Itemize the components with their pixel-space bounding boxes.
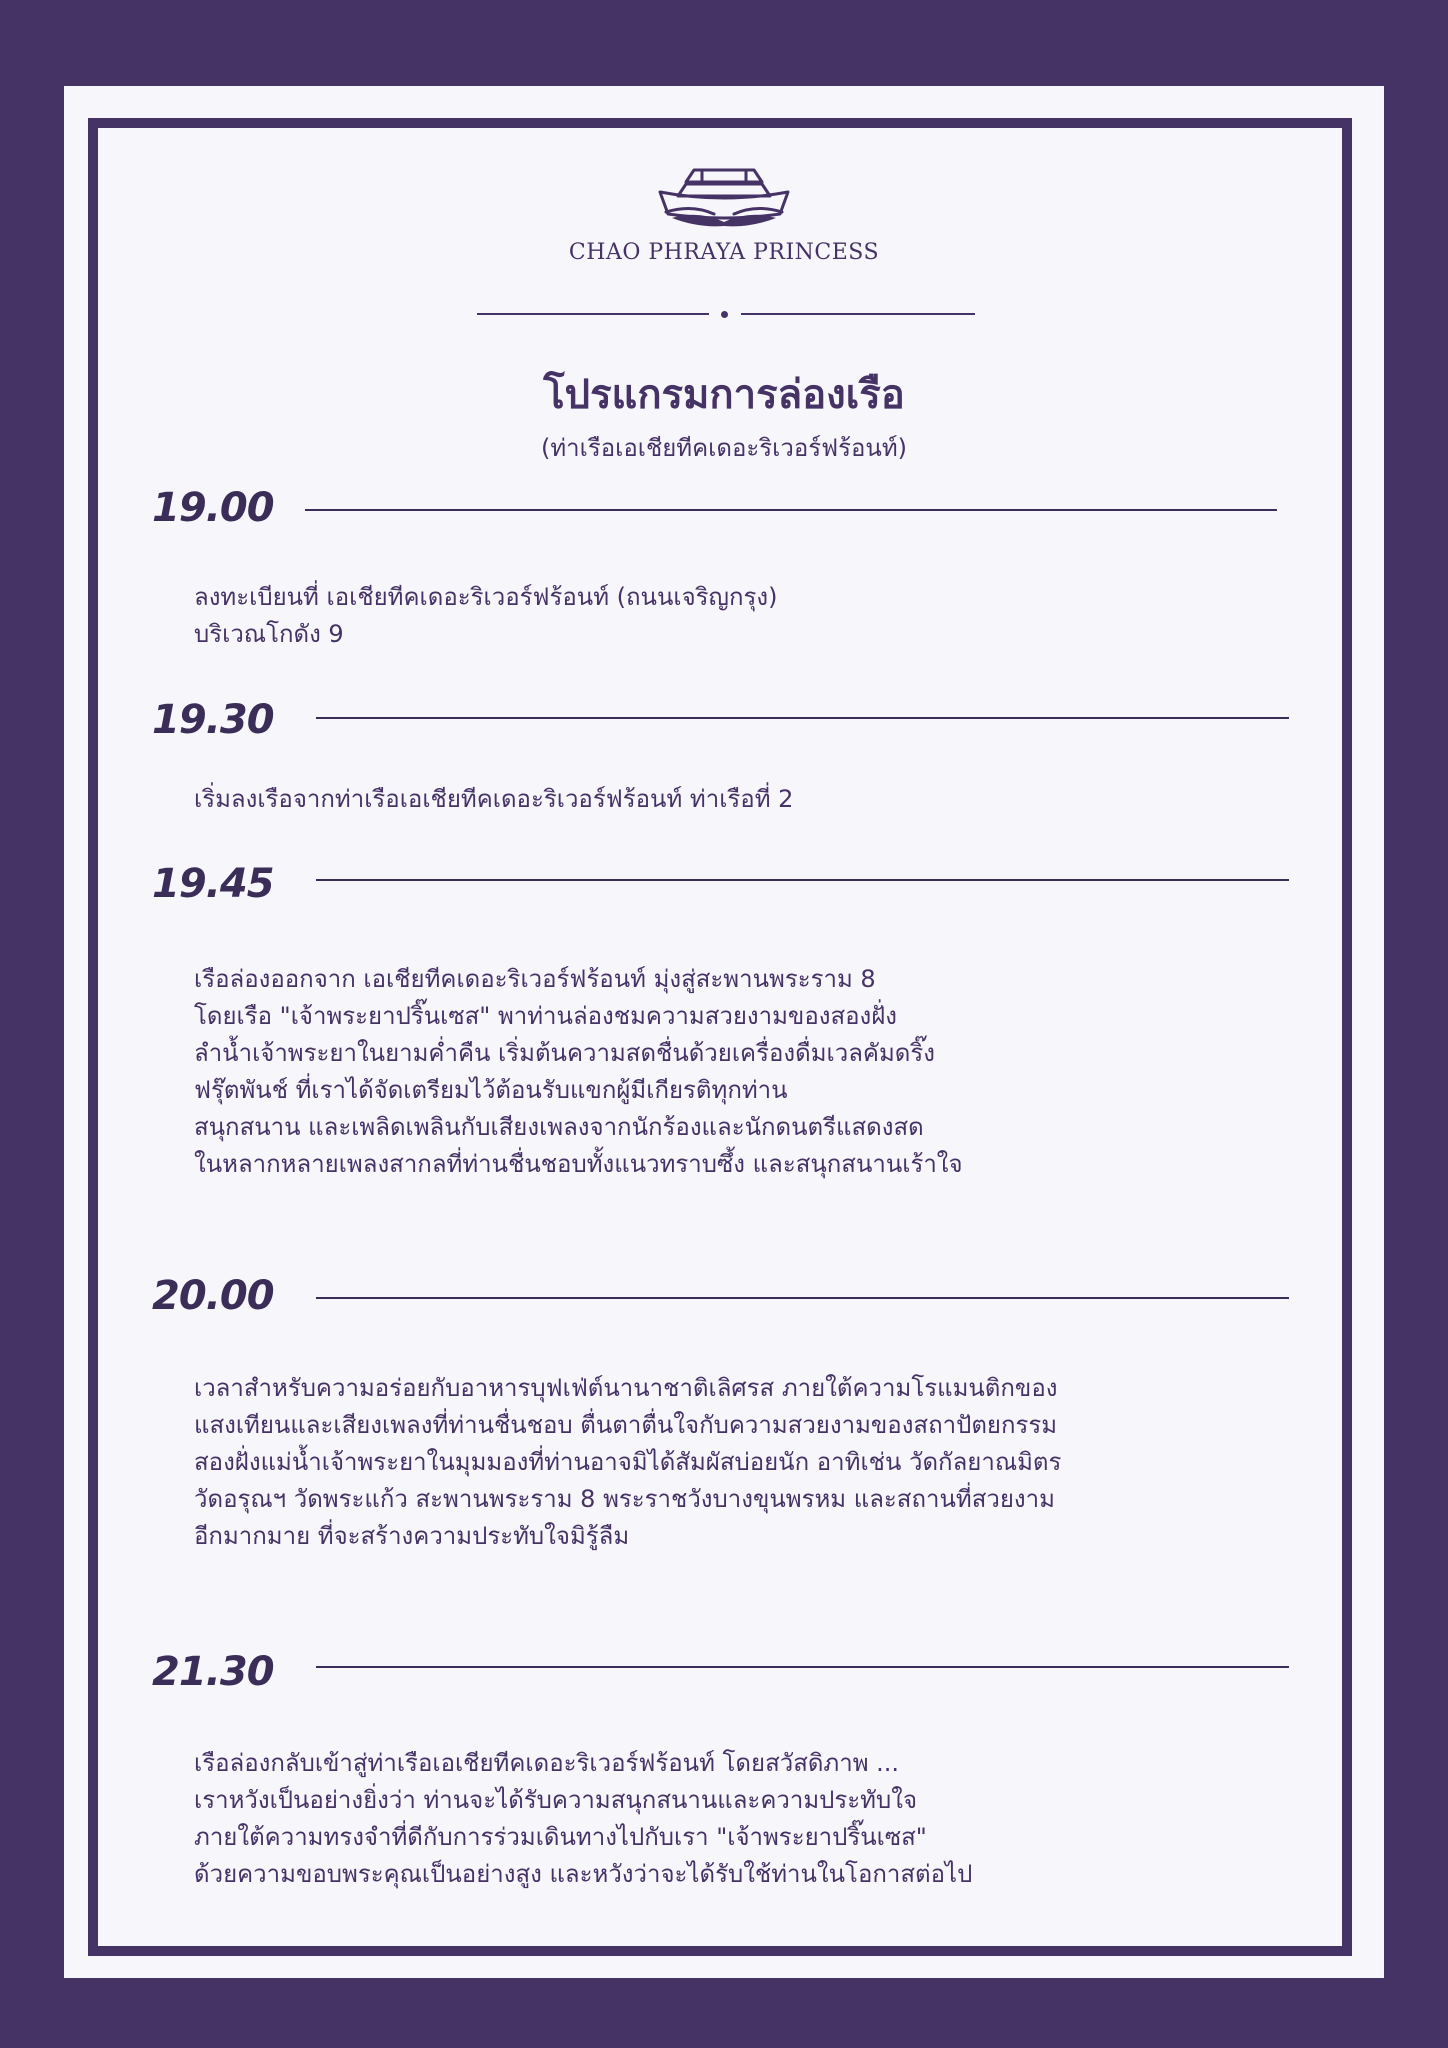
description-line: ลงทะเบียนที่ เอเชียทีคเดอะริเวอร์ฟร้อนท์ (ถนนเจริญกรุง) [194, 583, 778, 611]
brand-name: CHAO PHRAYA PRINCESS [568, 240, 880, 265]
description-line: สนุกสนาน และเพลิดเพลินกับเสียงเพลงจากนักร้องและนักดนตรีแสดงสด [194, 1113, 924, 1141]
time-divider [316, 717, 1289, 719]
description-line: บริเวณโกดัง 9 [194, 620, 344, 648]
description-line: อีกมากมาย ที่จะสร้างความประทับใจมิรู้ลืม [194, 1522, 630, 1550]
time-divider [305, 509, 1277, 511]
page-title: โปรแกรมการล่องเรือ [543, 372, 905, 418]
brand-logo [0, 162, 1448, 234]
description-line: แสงเทียนและเสียงเพลงที่ท่านชื่นชอบ ตื่นตาตื่นใจกับความสวยงามของสถาปัตยกรรม [194, 1411, 1058, 1439]
description-line: เวลาสำหรับความอร่อยกับอาหารบุฟเฟ่ต์นานาชาติเลิศรส ภายใต้ความโรแมนติกของ [194, 1374, 1058, 1402]
schedule-time: 19.30 [152, 697, 274, 743]
time-divider [316, 1666, 1289, 1668]
title-ornament-divider [477, 311, 975, 317]
schedule-time: 19.00 [152, 485, 274, 531]
description-line: ภายใต้ความทรงจำที่ดีกับการร่วมเดินทางไปกับเรา "เจ้าพระยาปริ๊นเซส" [194, 1823, 927, 1851]
schedule-time: 21.30 [152, 1649, 274, 1695]
description-line: ฟรุ๊ตพันช์ ที่เราได้จัดเตรียมไว้ต้อนรับแขกผู้มีเกียรติทุกท่าน [194, 1076, 788, 1104]
description-line: ลำน้ำเจ้าพระยาในยามค่ำคืน เริ่มต้นความสดชื่นด้วยเครื่องดื่มเวลคัมดริ๊ง [194, 1039, 935, 1067]
schedule-description [194, 781, 1294, 818]
boat-icon [652, 162, 796, 234]
schedule-description [194, 961, 1294, 1183]
schedule-time: 19.45 [152, 861, 274, 907]
time-divider [316, 1297, 1289, 1299]
description-line: สองฝั่งแม่น้ำเจ้าพระยาในมุมมองที่ท่านอาจมิได้สัมผัสบ่อยนัก อาทิเช่น วัดกัลยาณมิตร [194, 1448, 1062, 1476]
description-line: เริ่มลงเรือจากท่าเรือเอเชียทีคเดอะริเวอร์ฟร้อนท์ ท่าเรือที่ 2 [194, 785, 794, 813]
schedule-description [194, 1370, 1294, 1555]
description-line: ในหลากหลายเพลงสากลที่ท่านชื่นชอบทั้งแนวทราบซึ้ง และสนุกสนานเร้าใจ [194, 1150, 963, 1178]
description-line: เรือล่องกลับเข้าสู่ท่าเรือเอเชียทีคเดอะริเวอร์ฟร้อนท์ โดยสวัสดิภาพ ... [194, 1749, 900, 1777]
description-line: โดยเรือ "เจ้าพระยาปริ๊นเซส" พาท่านล่องชมความสวยงามของสองฝั่ง [194, 1002, 898, 1030]
schedule-description [194, 579, 1294, 653]
description-line: เรือล่องออกจาก เอเชียทีคเดอะริเวอร์ฟร้อนท์ มุ่งสู่สะพานพระราม 8 [194, 965, 876, 993]
description-line: วัดอรุณฯ วัดพระแก้ว สะพานพระราม 8 พระราชวังบางขุนพรหม และสถานที่สวยงาม [194, 1485, 1055, 1513]
description-line: ด้วยความขอบพระคุณเป็นอย่างสูง และหวังว่าจะได้รับใช้ท่านในโอกาสต่อไป [194, 1860, 973, 1888]
description-line: เราหวังเป็นอย่างยิ่งว่า ท่านจะได้รับความสนุกสนานและความประทับใจ [194, 1786, 917, 1814]
page-subtitle: (ท่าเรือเอเชียทีคเดอะริเวอร์ฟร้อนท์) [540, 434, 908, 462]
schedule-time: 20.00 [152, 1273, 274, 1319]
schedule-description [194, 1745, 1294, 1893]
time-divider [316, 879, 1289, 881]
